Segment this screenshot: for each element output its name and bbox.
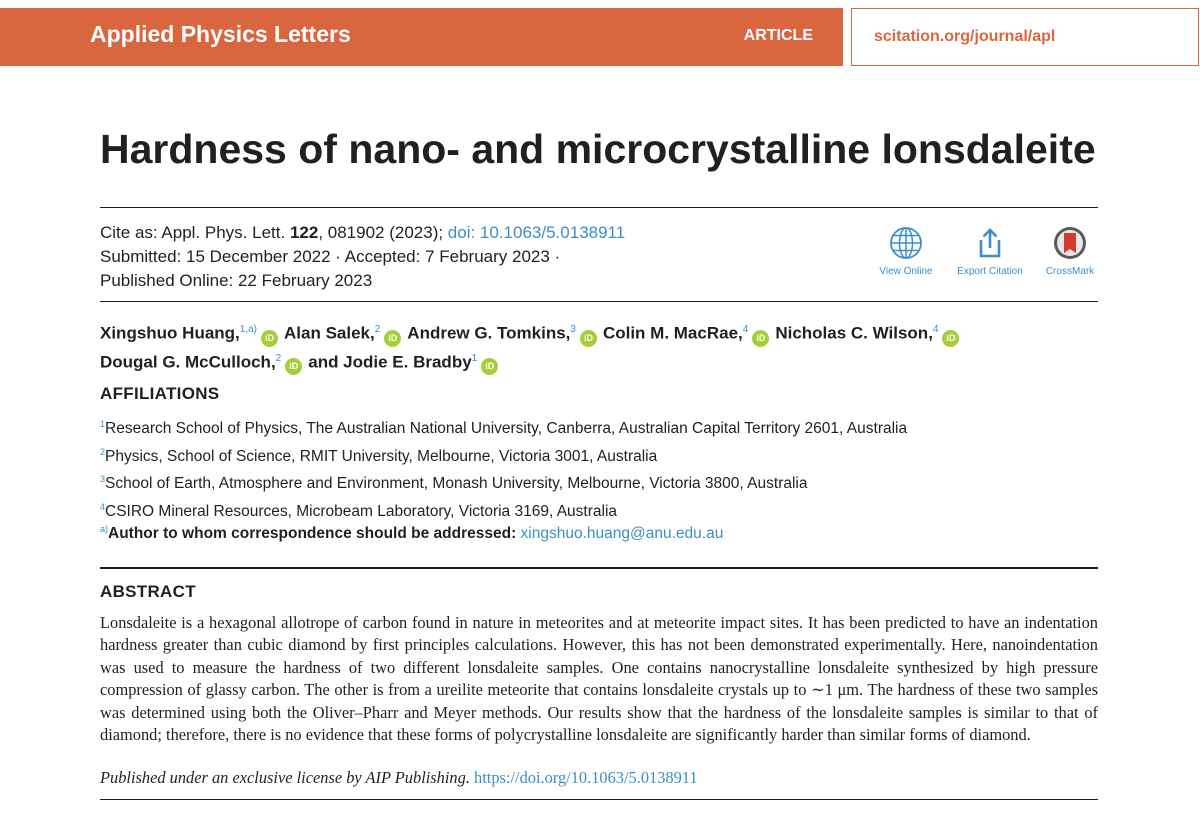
author-name[interactable]: Andrew G. Tomkins, (407, 323, 571, 343)
cite-line: Cite as: Appl. Phys. Lett. 122, 081902 (2023); doi: 10.1063/5.0138911 (100, 223, 626, 242)
orcid-icon[interactable]: iD (261, 330, 278, 347)
orcid-icon[interactable]: iD (384, 330, 401, 347)
author-name[interactable]: Colin M. MacRae, (602, 323, 743, 343)
author-name[interactable]: and Jodie E. Bradby (308, 352, 472, 372)
globe-icon (889, 226, 923, 260)
article-tools (868, 226, 1098, 286)
license-note (100, 768, 698, 788)
orcid-icon[interactable]: iD (285, 358, 302, 375)
divider (100, 301, 1098, 302)
license-text: Published under an exclusive license by AIP Publishing. (100, 768, 470, 787)
export-citation-button[interactable] (952, 226, 1028, 277)
affiliation-item: $^2$Physics, School of Science, RMIT University, Melbourne, Victoria 3001, Australia (100, 446, 658, 465)
author-name[interactable]: Xingshuo Huang, (100, 323, 240, 343)
export-icon (973, 226, 1007, 260)
author-row (100, 318, 1100, 347)
correspondence-label: Author to whom correspondence should be addressed: (108, 525, 517, 543)
author-row (100, 347, 1100, 376)
dates-line-2: Published Online: 22 February 2023 (100, 271, 373, 290)
author-affil-sup: 2 (275, 352, 282, 364)
volume: 122 (289, 223, 319, 242)
journal-header (0, 8, 1200, 66)
orcid-icon[interactable]: iD (580, 330, 597, 347)
divider (100, 567, 1098, 569)
affiliations-list (100, 413, 907, 524)
journal-url-box (851, 8, 1199, 66)
correspondence-note (100, 524, 723, 543)
author-name[interactable]: Alan Salek, (284, 323, 375, 343)
author-affil-sup: 2 (374, 324, 381, 335)
abstract-heading: ABSTRACT (100, 582, 196, 601)
affiliations-heading: AFFILIATIONS (100, 384, 220, 403)
orcid-icon[interactable]: iD (942, 330, 959, 347)
author-name[interactable]: Dougal G. McCulloch, (100, 352, 276, 372)
view-online-button[interactable] (868, 226, 944, 277)
author-affil-sup: 1 (471, 352, 478, 364)
divider (100, 207, 1098, 208)
author-name[interactable]: Nicholas C. Wilson, (775, 323, 933, 343)
citation-block (100, 221, 625, 293)
author-list (100, 318, 1100, 375)
crossmark-label: CrossMark (1045, 266, 1095, 277)
author-affil-sup: 4 (932, 324, 939, 335)
author-affil-sup: 1,a) (239, 324, 258, 335)
dates-line-1: Submitted: 15 December 2022 · Accepted: 7 February 2023 · (100, 247, 561, 266)
orcid-icon[interactable]: iD (481, 358, 498, 375)
correspondence-email-link[interactable]: xingshuo.huang@anu.edu.au (520, 525, 724, 543)
affiliation-item: $^3$School of Earth, Atmosphere and Environment, Monash University, Melbourne, Victoria 3800, Australia (100, 474, 808, 493)
affiliation-item: $^4$CSIRO Mineral Resources, Microbeam Laboratory, Victoria 3169, Australia (100, 501, 618, 521)
crossmark-icon (1053, 226, 1087, 260)
view-online-label: View Online (879, 266, 933, 277)
doi-link[interactable]: doi: 10.1063/5.0138911 (447, 223, 626, 242)
article-type-label: ARTICLE (743, 27, 813, 44)
orcid-icon[interactable]: iD (752, 330, 769, 347)
doi-url-link[interactable]: https://doi.org/10.1063/5.0138911 (474, 768, 698, 787)
affiliation-item: $^1$Research School of Physics, The Australian National University, Canberra, Australian Capital Territory 2601, Australia (100, 419, 908, 438)
abstract-text: Lonsdaleite is a hexagonal allotrope of carbon found in nature in meteorites and at meteorite impact sites. It has been predicted to have an indentation hardness greater than cubic diamond by first principles calculations. However, this has not been demonstrated experimentally. Here, nanoindentation was used to measure the hardness of two different lonsdaleite samples. One contains nanocrystalline lonsdaleite synthesized by high pressure compression of glassy carbon. The other is from a ureilite meteorite that contains lonsdaleite crystals up to ∼1 μm. The hardness of these two samples was determined using both the Oliver–Pharr and Meyer methods. Our results show that the hardness of the lonsdaleite samples is similar to that of diamond; therefore, there is no evidence that these forms of polycrystalline lonsdaleite are significantly harder than similar forms of diamond. (100, 613, 1098, 745)
export-citation-label: Export Citation (957, 266, 1023, 277)
crossmark-button[interactable] (1032, 226, 1108, 277)
header-band (0, 8, 843, 66)
article-title: Hardness of nano- and microcrystalline lonsdaleite (100, 126, 1096, 172)
divider (100, 799, 1098, 800)
correspondence-sup: a) (100, 524, 109, 534)
author-affil-sup: 3 (570, 324, 576, 335)
author-affil-sup: 4 (742, 324, 749, 335)
journal-name[interactable]: Applied Physics Letters (90, 21, 351, 47)
journal-url-link[interactable]: scitation.org/journal/apl (874, 28, 1056, 45)
